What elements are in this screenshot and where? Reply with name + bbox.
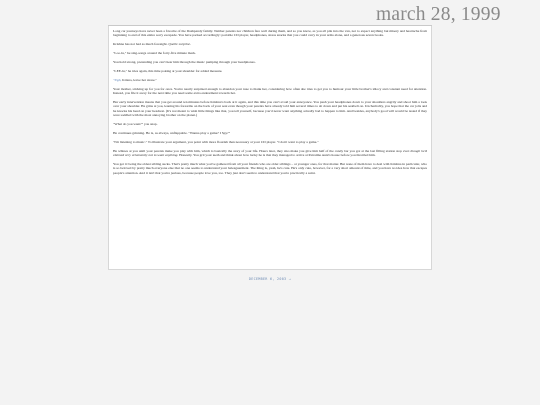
paragraph-text: Your mother, sticking up for you for once. You're nearly surprised enough to abandon your ruse to thank her, considering how often she tries to get you to humour your little brother's idiocy and constant need for attention. Instead, you file it away for the next time you need some extra endearment towards her. — [113, 86, 427, 95]
paragraph-text: "What do you want?" you snap. — [113, 122, 158, 127]
next-entry-link[interactable]: DECEMBER 6, 2003 → — [248, 277, 292, 281]
emphasis-text: "Ugh, — [113, 77, 122, 82]
paragraph — [113, 140, 427, 144]
paragraph — [113, 60, 427, 64]
paragraph — [113, 29, 427, 38]
paragraph-text: Krisna, leave her alone." — [121, 77, 157, 82]
paragraph — [113, 131, 427, 135]
paragraph — [113, 78, 427, 82]
emphasis-text: Quelle surprise. — [168, 42, 191, 47]
paragraph-text: Long car journeys have never been a favorite of the Dashpandy family. Neither parents nor children fare well during them, and so you know, as you all pile into the van, not to expect anything but misery and heartache from beginning to end of this entire sorry escapade. You have packed accordingly: portable CD player, headphones, stress snacks that you could carry in your arms alone, and a generous seven books. — [113, 29, 427, 38]
paragraph-text: You get it: being the oldest sibling sucks. That's pretty much what you've gathered from all your friends who are older siblings – or younger ones, for that matter. But none of them have to deal with Krishna in particular, who is so beloved by pretty much everyone else that no one seems to understand your beleaguerment. The thing is, yeah, he's cute. He's only cute, however, for a very short amount of time, and you have no idea how that escapes people's attention. And it isn't that you're jealous, because people love you, too. They just don't seem to understand that you're practically a saint. — [113, 161, 427, 175]
paragraph — [113, 51, 427, 55]
paragraph — [113, 122, 427, 126]
paragraph-text: "LEE-lu," he tries again, this time poking at your shoulder for added measure. — [113, 68, 223, 73]
paragraph-text: Krishna has not had as much foresight. — [113, 42, 169, 47]
paragraph-text: "Loo-lu," he sing-songs around the forty-five minute mark. — [113, 51, 196, 56]
paragraph — [113, 87, 427, 96]
paragraph — [113, 42, 427, 46]
paragraph-text: . Honestly. You grit your teeth and think about how lucky he is that they managed to arrive at Patraima Aunt's house before you throttled him. — [177, 153, 376, 157]
paragraph-text: "I'm listening to music." To illustrate your argument, you point with more flourish than necessary at your CD player. "I don't want to play a game." — [113, 139, 319, 144]
paragraph-text: He whines at you until your parents make you play with him, which is basically the story of your life. Hours later, they also make you give him half of the candy bar you got at the last filling station stop — [113, 148, 403, 153]
page-title: march 28, 1999 — [376, 4, 501, 25]
paragraph — [113, 69, 427, 73]
story-content — [108, 26, 432, 270]
paragraph-text: He continues grinning. He is, as always, unflappable. "Wanna play a game? I Spy?" — [113, 130, 231, 135]
paragraph — [113, 100, 427, 118]
emphasis-text: even though he'd claimed very vehemently not to want anything — [113, 148, 428, 157]
paragraph — [113, 162, 427, 175]
paragraph-text: Her early intervention means that you get around ten minutes before Krishna's back at it again, and this time you can't avoid your annoyance. You push your headphones down to your shoulders angrily and shoot him a look over your shoulder. He grins at you, leaning his forearms on the back of your seat even though your parents have already told him several times to sit down and put his seatbelt on. Uncharitably, you hope that the car jolts and he knocks his head on your headrest. (It's not meant to wish little things like that, you tell yourself, because you'd never want anything actually bad to happen to him. And besides, anybody's good will would be tested if they were saddled with the most annoying brother on the planet.) — [113, 99, 427, 118]
paragraph — [113, 149, 427, 158]
paragraph-text: You hold strong, pretending you can't hear him through the music pumping through your headphones. — [113, 59, 256, 64]
